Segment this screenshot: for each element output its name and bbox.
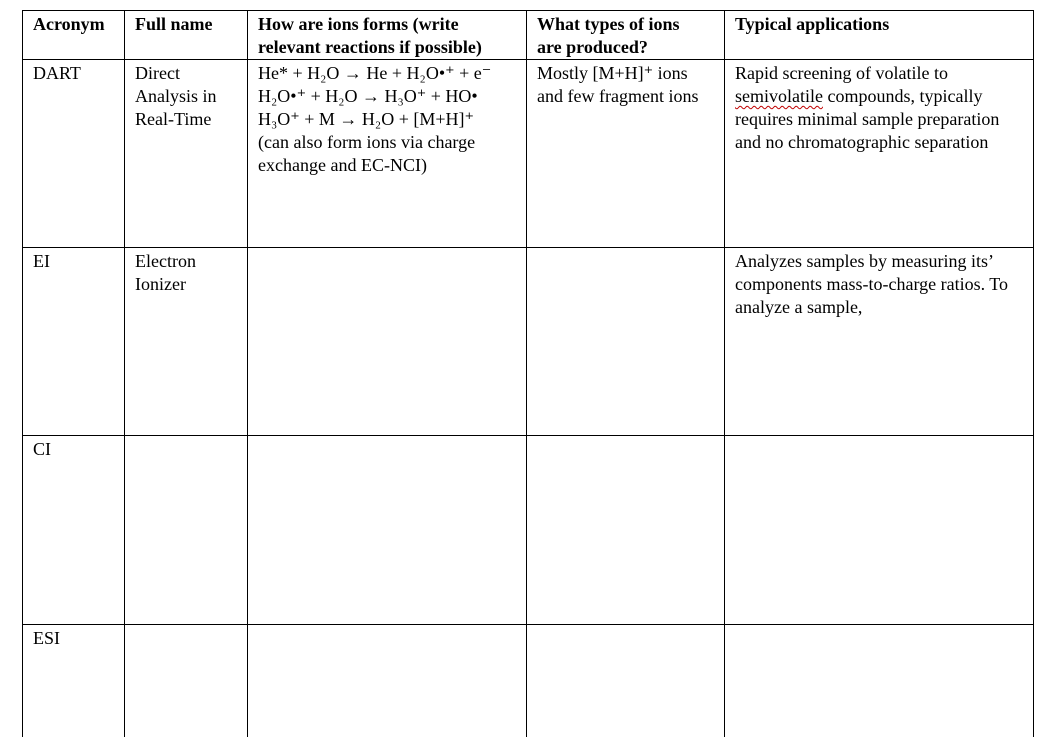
cell-applications[interactable]: Analyzes samples by measuring its’ components mass-to-charge ratios. To analyze a sample, [725, 248, 1034, 436]
formation-note: (can also form ions via charge exchange and EC-NCI) [258, 131, 516, 177]
header-acronym[interactable]: Acronym [23, 11, 125, 60]
cell-ion-types[interactable] [527, 248, 725, 436]
cell-acronym[interactable]: DART [23, 60, 125, 248]
cell-ion-types[interactable] [527, 436, 725, 625]
table-row-dart [23, 60, 1034, 248]
cell-ion-formation[interactable] [248, 60, 527, 248]
spellcheck-flagged-word: semivolatile [735, 86, 823, 106]
reaction-line: H₃O⁺ + M → H₂O + [M+H]⁺ [258, 108, 516, 131]
header-row [23, 11, 1034, 60]
cell-ion-types[interactable]: Mostly [M+H]⁺ ions and few fragment ions [527, 60, 725, 248]
cell-applications[interactable] [725, 436, 1034, 625]
header-full-name[interactable]: Full name [125, 11, 248, 60]
cell-full-name[interactable] [125, 436, 248, 625]
header-ion-formation[interactable]: How are ions forms (write relevant reactions if possible) [248, 11, 527, 60]
cell-acronym[interactable]: CI [23, 436, 125, 625]
header-ion-types[interactable]: What types of ions are produced? [527, 11, 725, 60]
reaction-line: He* + H₂O → He + H₂O•⁺ + e⁻ [258, 62, 516, 85]
cell-ion-formation[interactable] [248, 625, 527, 737]
cell-full-name[interactable]: Electron Ionizer [125, 248, 248, 436]
cell-full-name[interactable] [125, 625, 248, 737]
reaction-line: H₂O•⁺ + H₂O → H₃O⁺ + HO• [258, 85, 516, 108]
cell-acronym[interactable]: EI [23, 248, 125, 436]
header-applications[interactable]: Typical applications [725, 11, 1034, 60]
cell-full-name[interactable]: Direct Analysis in Real-Time [125, 60, 248, 248]
cell-ion-types[interactable] [527, 625, 725, 737]
ionization-methods-table [22, 10, 1034, 737]
applications-text: Rapid screening of volatile to semivolatile compounds, typically requires minimal sample preparation and no chromatographic separation [735, 62, 1023, 154]
table-row-ci [23, 436, 1034, 625]
cell-acronym[interactable]: ESI [23, 625, 125, 737]
cell-ion-formation[interactable] [248, 436, 527, 625]
table-row-ei [23, 248, 1034, 436]
table-row-esi [23, 625, 1034, 737]
cell-applications[interactable] [725, 625, 1034, 737]
cell-applications[interactable] [725, 60, 1034, 248]
cell-ion-formation[interactable] [248, 248, 527, 436]
